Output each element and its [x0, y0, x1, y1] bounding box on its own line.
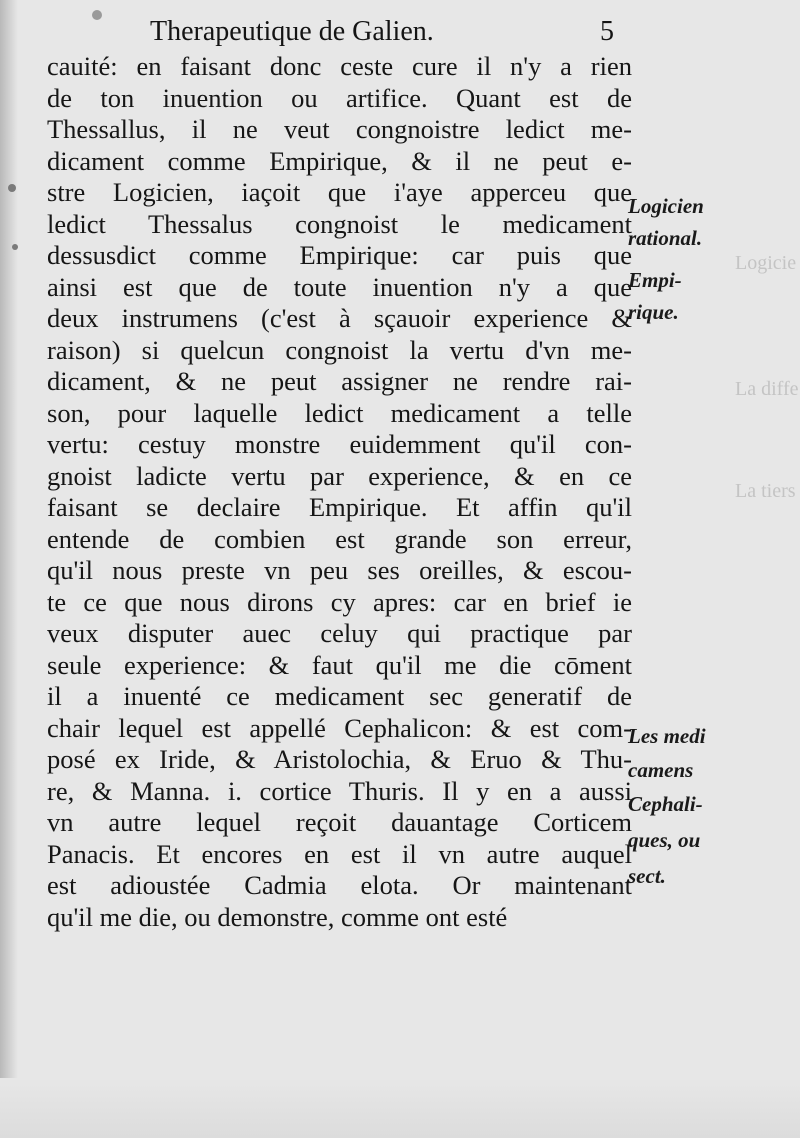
text-line: veux disputer auec celuy qui practique par: [47, 618, 632, 648]
text-line: faisant se declaire Empirique. Et affin qu'il: [47, 492, 632, 522]
text-line: ainsi est que de toute inuention n'y a que: [47, 271, 632, 302]
margin-note: Les medi: [628, 724, 706, 748]
text-line: stre Logicien, iaçoit que i'aye apperceu que: [47, 177, 632, 207]
binding-shadow: [0, 0, 18, 1138]
text-line: ledict Thessalus congnoist le medicament: [47, 208, 632, 239]
text-line: seule experience: & faut qu'il me die cōment: [47, 649, 632, 680]
body-text: [47, 51, 632, 933]
text-line: qu'il nous preste vn peu ses oreilles, & escou-: [47, 555, 632, 585]
bleed-through-text: Logicie: [735, 252, 797, 274]
margin-note: rique.: [628, 300, 679, 324]
text-line: qu'il me die, ou demonstre, comme ont esté: [47, 901, 508, 932]
running-head: Therapeutique de Galien.: [150, 16, 434, 47]
margin-note: sect.: [628, 864, 666, 888]
bleed-through-text: La diffe: [735, 378, 799, 400]
margin-note: ques, ou: [628, 828, 701, 852]
margin-note: camens: [628, 758, 694, 782]
margin-note: rational.: [628, 226, 703, 250]
ink-spot: [8, 184, 16, 192]
text-line: deux instrumens (c'est à sçauoir experience &: [47, 303, 632, 333]
bleed-through-text: La tiers: [735, 480, 796, 502]
text-line: Thessallus, il ne veut congnoistre ledict me-: [47, 114, 632, 144]
text-line: te ce que nous dirons cy apres: car en brief ie: [47, 586, 632, 617]
text-line: chair lequel est appellé Cephalicon: & est com-: [47, 712, 632, 743]
text-line: dicament comme Empirique, & il ne peut e-: [47, 145, 632, 176]
ink-spot: [12, 244, 18, 250]
text-line: vertu: cestuy monstre euidemment qu'il con-: [47, 429, 632, 459]
text-line: est adioustée Cadmia elota. Or maintenant: [47, 870, 632, 900]
text-line: il a inuenté ce medicament sec generatif de: [47, 681, 632, 711]
ink-spot: [92, 10, 102, 20]
margin-note: Logicien: [628, 194, 704, 218]
text-line: posé ex Iride, & Aristolochia, & Eruo & Thu-: [47, 744, 632, 774]
page-number: 5: [600, 16, 614, 47]
page-margin-bottom: [0, 1078, 800, 1138]
text-line: dessusdict comme Empirique: car puis que: [47, 240, 632, 270]
text-line: vn autre lequel reçoit dauantage Corticem: [47, 807, 632, 837]
margin-note: Cephali-: [628, 792, 703, 816]
text-line: gnoist ladicte vertu par experience, & en ce: [47, 460, 632, 491]
text-line: raison) si quelcun congnoist la vertu d'vn me-: [47, 334, 632, 365]
text-line: cauité: en faisant donc ceste cure il n'y a rien: [47, 51, 632, 81]
text-line: Panacis. Et encores en est il vn autre auquel: [47, 838, 632, 869]
text-line: son, pour laquelle ledict medicament a telle: [47, 397, 632, 428]
text-line: entende de combien est grande son erreur,: [47, 523, 632, 554]
margin-note: Empi-: [628, 268, 682, 292]
text-line: dicament, & ne peut assigner ne rendre rai-: [47, 366, 632, 396]
text-line: re, & Manna. i. cortice Thuris. Il y en a aussi: [47, 775, 632, 806]
text-line: de ton inuention ou artifice. Quant est de: [47, 82, 632, 113]
